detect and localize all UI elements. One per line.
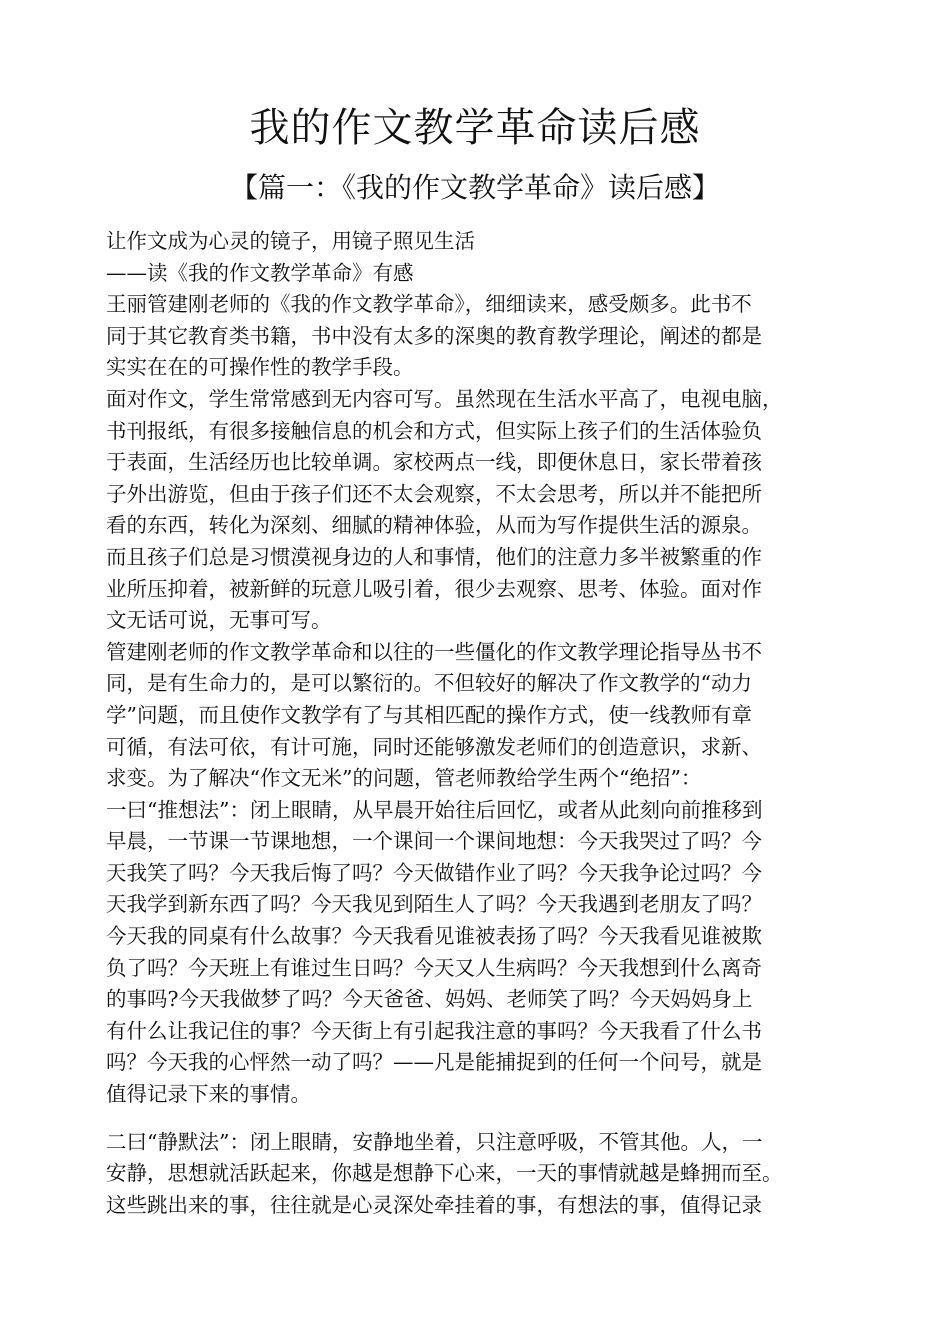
text-line: ——读《我的作文教学革命》有感 [106,260,414,285]
text-line: 求变。为了解决“作文无米”的问题，管老师教给学生两个“绝招”： [106,766,702,791]
text-line: 有什么让我记住的事？今天街上有引起我注意的事吗？今天我看了什么书 [106,1018,762,1043]
text-line: 二曰“静默法”：闭上眼睛，安静地坐着，只注意呼吸，不管其他。人，一 [106,1129,763,1154]
text-line: 业所压抑着，被新鲜的玩意儿吸引着，很少去观察、思考、体验。面对作 [106,576,762,601]
text-line: 子外出游览，但由于孩子们还不太会观察，不太会思考，所以并不能把所 [106,481,762,506]
text-line: 可循，有法可依，有计可施，同时还能够激发老师们的创造意识，求新、 [106,734,762,759]
text-line: 王丽管建刚老师的《我的作文教学革命》，细细读来，感受颇多。此书不 [106,292,752,317]
text-line: 看的东西，转化为深刻、细腻的精神体验，从而为写作提供生活的源泉。 [106,513,762,538]
text-line: 书刊报纸，有很多接触信息的机会和方式，但实际上孩子们的生活体验负 [106,418,762,443]
text-line: 吗？今天我的心怦然一动了吗？——凡是能捕捉到的任何一个问号，就是 [106,1050,762,1075]
text-line: 学”问题，而且使作文教学有了与其相匹配的操作方式，使一线教师有章 [106,702,752,727]
text-line: 同，是有生命力的，是可以繁衍的。不但较好的解决了作文教学的“动力 [106,671,752,696]
document-subtitle: 【篇一：《我的作文教学革命》读后感】 [229,171,720,204]
text-line: 面对作文，学生常常感到无内容可写。虽然现在生活水平高了，电视电脑， [106,386,783,411]
text-line: 让作文成为心灵的镜子，用镜子照见生活 [106,229,475,253]
text-line: 于表面，生活经历也比较单调。家校两点一线，即便休息日，家长带着孩 [106,450,762,475]
body-text-block-2 [106,1127,866,1222]
paragraph-gap [106,1111,866,1127]
text-line: 天我学到新东西了吗？今天我见到陌生人了吗？今天我遇到老朋友了吗？ [106,892,762,917]
text-line: 这些跳出来的事，往往就是心灵深处牵挂着的事，有想法的事，值得记录 [106,1192,762,1217]
text-line: 实实在在的可操作性的教学手段。 [106,355,414,380]
text-line: 天我笑了吗？今天我后悔了吗？今天做错作业了吗？今天我争论过吗？今 [106,860,762,885]
text-line: 文无话可说，无事可写。 [106,608,332,633]
text-line: 安静，思想就活跃起来，你越是想静下心来，一天的事情就越是蜂拥而至。 [106,1161,783,1186]
text-line: 负了吗？今天班上有谁过生日吗？今天又人生病吗？今天我想到什么离奇 [106,955,762,980]
text-line: 而且孩子们总是习惯漠视身边的人和事情，他们的注意力多半被繁重的作 [106,544,762,569]
text-line: 早晨，一节课一节课地想，一个课间一个课间地想：今天我哭过了吗？今 [106,829,762,854]
text-line: 管建刚老师的作文教学革命和以往的一些僵化的作文教学理论指导丛书不 [106,639,762,664]
document-body [106,226,866,1221]
text-line: 值得记录下来的事情。 [106,1082,311,1107]
document-title: 我的作文教学革命读后感 [249,105,701,151]
text-line: 今天我的同桌有什么故事？今天我看见谁被表扬了吗？今天我看见谁被欺 [106,924,762,949]
text-line: 的事吗?今天我做梦了吗？今天爸爸、妈妈、老师笑了吗？今天妈妈身上 [106,987,753,1012]
text-line: 一曰“推想法”：闭上眼睛，从早晨开始往后回忆，或者从此刻向前推移到 [106,797,763,822]
body-text-block-1 [106,226,866,1111]
text-line: 同于其它教育类书籍，书中没有太多的深奥的教育教学理论，阐述的都是 [106,323,762,348]
